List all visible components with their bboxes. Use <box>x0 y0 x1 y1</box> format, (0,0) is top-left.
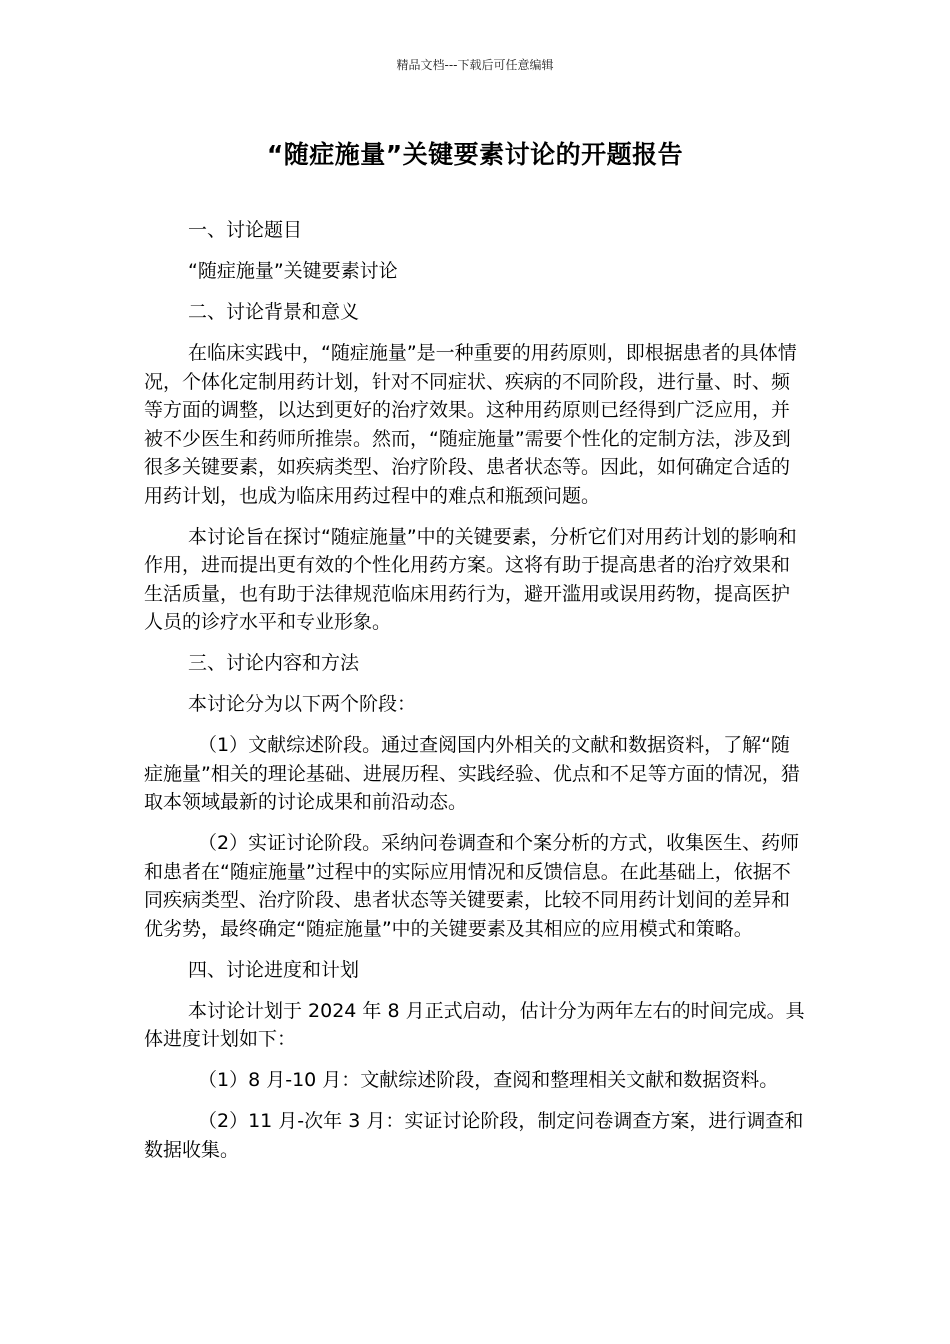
document-body <box>144 216 808 1177</box>
document-title: “随症施量”关键要素讨论的开题报告 <box>266 140 684 169</box>
schedule-intro: 本讨论计划于 2024 年 8 月正式启动，估计分为两年左右的时间完成。具体进度计划如下： <box>144 999 805 1050</box>
section-heading-background: 二、讨论背景和意义 <box>188 301 360 323</box>
stage-1-paragraph: （1）文献综述阶段。通过查阅国内外相关的文献和数据资料，了解“随症施量”相关的理论基础、进展历程、实践经验、优点和不足等方面的情况，猎取本领域最新的讨论成果和前沿动态。 <box>144 734 800 813</box>
section-heading-schedule: 四、讨论进度和计划 <box>188 958 360 981</box>
background-paragraph: 在临床实践中，“随症施量”是一种重要的用药原则，即根据患者的具体情况，个体化定制用药计划，针对不同症状、疾病的不同阶段，进行量、时、频等方面的调整，以达到更好的治疗效果。这种用药原则已经得到广泛应用，并被不少医生和药师所推崇。然而，“随症施量”需要个性化的定制方法，涉及到很多关键要素，如疾病类型、治疗阶段、患者状态等。因此，如何确定合适的用药计划，也成为临床用药过程中的难点和瓶颈问题。 <box>144 342 797 507</box>
schedule-item-2: （2）11 月-次年 3 月：实证讨论阶段，制定问卷调查方案，进行调查和数据收集。 <box>144 1110 804 1161</box>
schedule-item-1: （1）8 月-10 月：文献综述阶段，查阅和整理相关文献和数据资料。 <box>198 1069 779 1091</box>
section-heading-topic: 一、讨论题目 <box>188 219 303 241</box>
stages-intro: 本讨论分为以下两个阶段： <box>188 693 417 715</box>
stage-2-paragraph: （2）实证讨论阶段。采纳问卷调查和个案分析的方式，收集医生、药师和患者在“随症施量”过程中的实际应用情况和反馈信息。在此基础上，依据不同疾病类型、治疗阶段、患者状态等关键要素，比较不同用药计划间的差异和优劣势，最终确定“随症施量”中的关键要素及其相应的应用模式和策略。 <box>144 832 800 940</box>
topic-text: “随症施量”关键要素讨论 <box>188 260 398 282</box>
page-header: 精品文档---下载后可任意编辑 <box>396 58 554 72</box>
section-heading-content-method: 三、讨论内容和方法 <box>188 652 360 674</box>
purpose-paragraph: 本讨论旨在探讨“随症施量”中的关键要素，分析它们对用药计划的影响和作用，进而提出更有效的个性化用药方案。这将有助于提高患者的治疗效果和生活质量，也有助于法律规范临床用药行为，避开滥用或误用药物，提高医护人员的诊疗水平和专业形象。 <box>144 525 797 633</box>
